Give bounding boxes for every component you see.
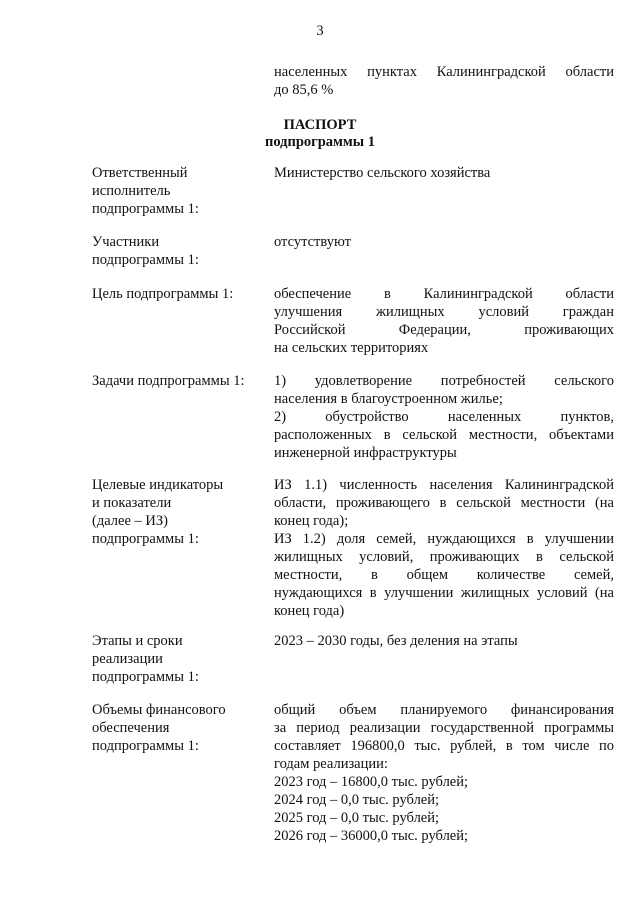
value-line: Министерство сельского хозяйства bbox=[274, 165, 491, 181]
value-line: 2) обустройство населенных пунктов, bbox=[274, 409, 614, 425]
value-line: годам реализации: bbox=[274, 756, 388, 772]
value-line: населения в благоустроенном жилье; bbox=[274, 391, 503, 407]
row-value bbox=[274, 164, 614, 182]
value-line: местности, в общем количестве семей, bbox=[274, 567, 614, 583]
value-line: конец года) bbox=[274, 603, 345, 619]
label-line: (далее – ИЗ) bbox=[92, 513, 168, 529]
label-line: подпрограммы 1: bbox=[92, 252, 199, 268]
row-value bbox=[274, 372, 614, 462]
label-line: Этапы и сроки bbox=[92, 633, 183, 649]
label-line: Объемы финансового bbox=[92, 702, 226, 718]
intro-text bbox=[274, 63, 614, 99]
value-line: расположенных в сельской местности, объектами bbox=[274, 427, 614, 443]
value-line: улучшения жилищных условий граждан bbox=[274, 304, 614, 320]
value-line: 2023 – 2030 годы, без деления на этапы bbox=[274, 633, 518, 649]
value-line: обеспечение в Калининградской области bbox=[274, 286, 614, 302]
row-value bbox=[274, 285, 614, 357]
label-line: Задачи подпрограммы 1: bbox=[92, 373, 245, 389]
label-line: подпрограммы 1: bbox=[92, 531, 199, 547]
value-line: Российской Федерации, проживающих bbox=[274, 322, 614, 338]
row-label bbox=[92, 233, 267, 269]
label-line: подпрограммы 1: bbox=[92, 738, 199, 754]
row-value bbox=[274, 476, 614, 620]
row-value bbox=[274, 632, 614, 650]
label-line: подпрограммы 1: bbox=[92, 669, 199, 685]
row-label bbox=[92, 164, 267, 218]
label-line: подпрограммы 1: bbox=[92, 201, 199, 217]
value-line: области, проживающего в сельской местности (на bbox=[274, 495, 614, 511]
label-line: Целевые индикаторы bbox=[92, 477, 224, 493]
value-line: 2025 год – 0,0 тыс. рублей; bbox=[274, 810, 440, 826]
value-line: 2026 год – 36000,0 тыс. рублей; bbox=[274, 828, 469, 844]
value-line: ИЗ 1.1) численность населения Калининградской bbox=[274, 477, 614, 493]
row-label bbox=[92, 285, 267, 303]
label-line: Ответственный bbox=[92, 165, 188, 181]
row-label bbox=[92, 476, 267, 548]
row-value bbox=[274, 233, 614, 251]
label-line: обеспечения bbox=[92, 720, 170, 736]
row-label bbox=[92, 372, 267, 390]
label-line: Цель подпрограммы 1: bbox=[92, 286, 234, 302]
page-number: 3 bbox=[316, 23, 324, 39]
value-line: инженерной инфраструктуры bbox=[274, 445, 457, 461]
value-line: нуждающихся в улучшении жилищных условий (на bbox=[274, 585, 614, 601]
value-line: 2024 год – 0,0 тыс. рублей; bbox=[274, 792, 440, 808]
value-line: общий объем планируемого финансирования bbox=[274, 702, 614, 718]
passport-subtitle: подпрограммы 1 bbox=[264, 134, 376, 150]
value-line: 1) удовлетворение потребностей сельского bbox=[274, 373, 614, 389]
row-label bbox=[92, 701, 267, 755]
label-line: реализации bbox=[92, 651, 163, 667]
passport-title: ПАСПОРТ bbox=[283, 117, 357, 133]
label-line: и показатели bbox=[92, 495, 172, 511]
intro-line: до 85,6 % bbox=[274, 82, 334, 98]
value-line: за период реализации государственной программы bbox=[274, 720, 614, 736]
value-line: составляет 196800,0 тыс. рублей, в том числе по bbox=[274, 738, 614, 754]
value-line: 2023 год – 16800,0 тыс. рублей; bbox=[274, 774, 469, 790]
label-line: исполнитель bbox=[92, 183, 171, 199]
value-line: конец года); bbox=[274, 513, 349, 529]
value-line: отсутствуют bbox=[274, 234, 351, 250]
value-line: жилищных условий, проживающих в сельской bbox=[274, 549, 614, 565]
row-value bbox=[274, 701, 614, 845]
value-line: ИЗ 1.2) доля семей, нуждающихся в улучшении bbox=[274, 531, 614, 547]
row-label bbox=[92, 632, 267, 686]
intro-line: населенных пунктах Калининградской области bbox=[274, 64, 614, 80]
value-line: на сельских территориях bbox=[274, 340, 429, 356]
label-line: Участники bbox=[92, 234, 160, 250]
